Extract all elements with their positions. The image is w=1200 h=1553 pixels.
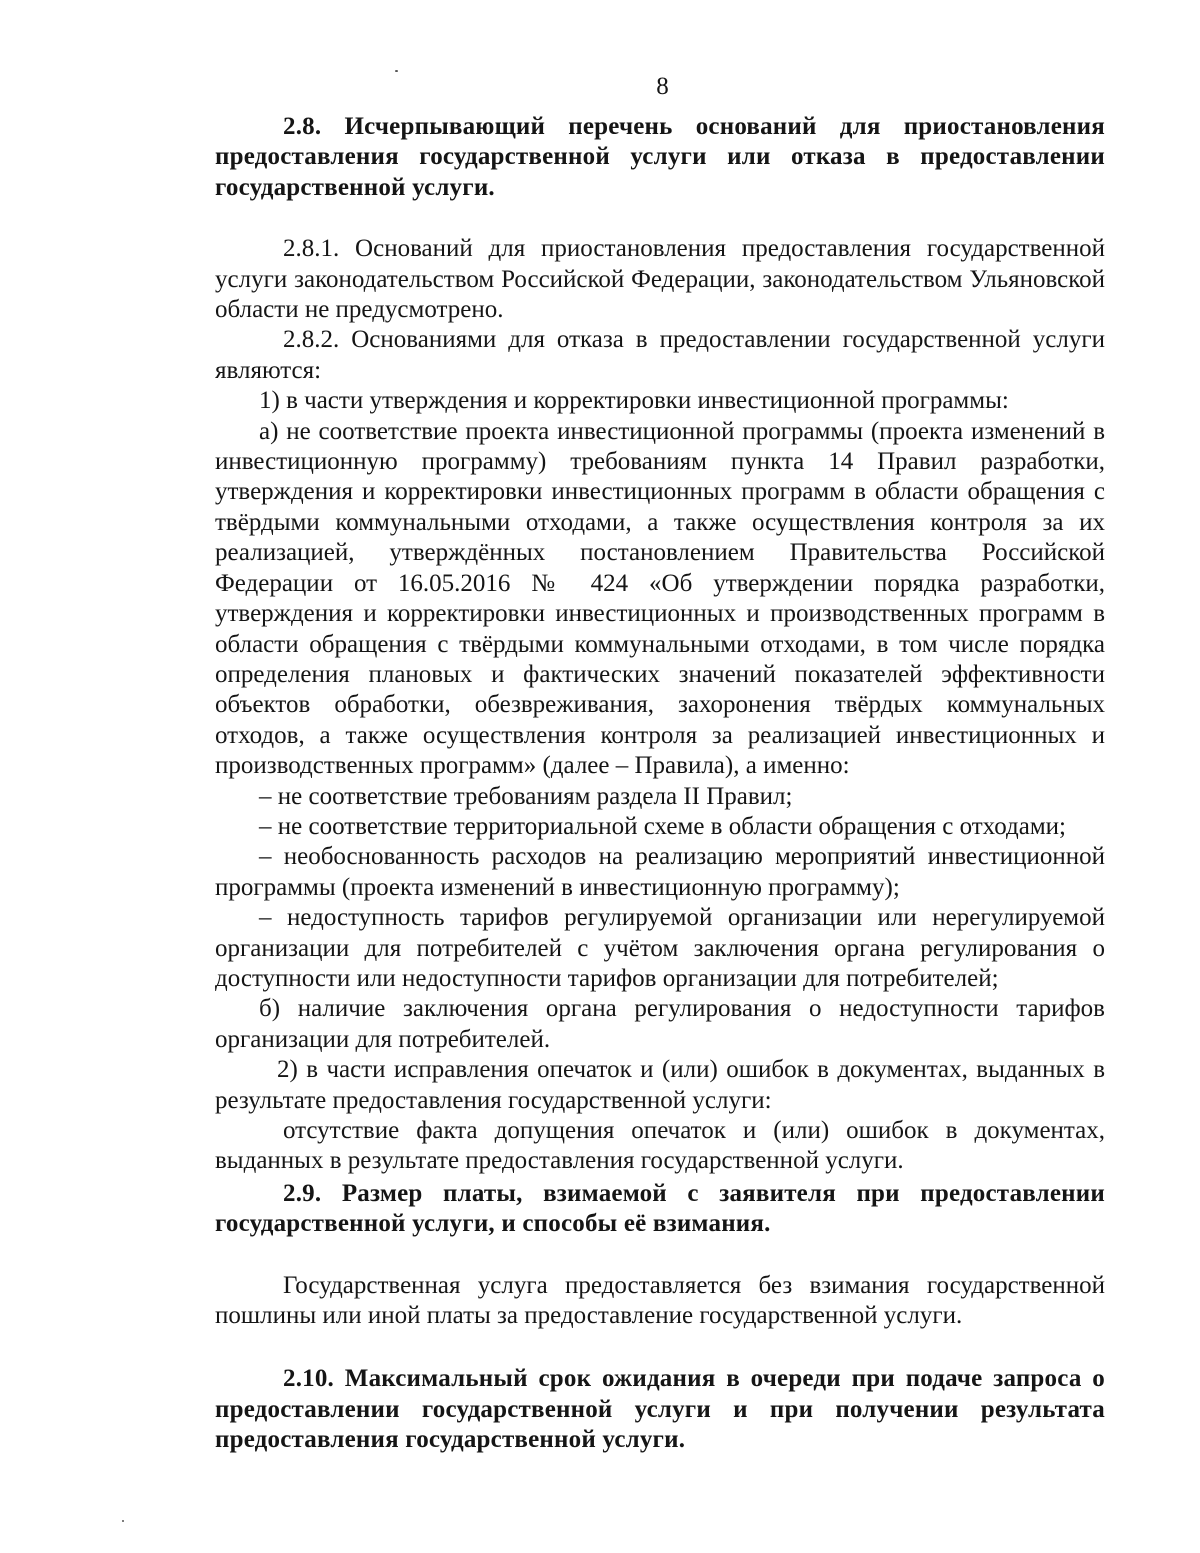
scan-speck [122, 1520, 124, 1522]
dash-item-3: – необоснованность расходов на реализацию мероприятий инвестиционной программы (проекта изменений в инвестиционную программу); [215, 843, 1105, 901]
dash-item-2: – не соответствие территориальной схеме в области обращения с отходами; [259, 812, 1066, 840]
paragraph-2-9: Государственная услуга предоставляется без взимания государственной пошлины или иной платы за предоставление государственной услуги. [215, 1271, 1105, 1330]
list-item-b: б) наличие заключения органа регулирования о недоступности тарифов организации для потребителей. [215, 995, 1105, 1053]
document-body [215, 112, 1105, 1456]
dash-item-1: – не соответствие требованиям раздела II Правил; [259, 782, 793, 810]
paragraph-2-8-2: 2.8.2. Основаниями для отказа в предоставлении государственной услуги являются: [215, 326, 1105, 384]
section-2-10-heading: 2.10. Максимальный срок ожидания в очереди при подаче запроса о предоставлении государственной услуги и при получении результата предоставления государственной услуги. [215, 1365, 1105, 1454]
list-item-2-text: отсутствие факта допущения опечаток и (или) ошибок в документах, выданных в результате предоставления государственной услуги. [215, 1117, 1105, 1175]
section-2-9-heading: 2.9. Размер платы, взимаемой с заявителя при предоставлении государственной услуги, и способы её взимания. [215, 1179, 1105, 1238]
list-item-1: 1) в части утверждения и корректировки инвестиционной программы: [259, 387, 1009, 415]
paragraph-2-8-1: 2.8.1. Оснований для приостановления предоставления государственной услуги законодательством Российской Федерации, законодательством Ульяновской области не предусмотрено. [215, 235, 1105, 324]
page-number: 8 [656, 73, 669, 100]
section-2-8-heading: 2.8. Исчерпывающий перечень оснований для приостановления предоставления государственной услуги или отказа в предоставлении государственной услуги. [215, 113, 1105, 201]
list-item-2: 2) в части исправления опечаток и (или) ошибок в документах, выданных в результате предоставления государственной услуги: [215, 1056, 1105, 1114]
dash-item-4: – недоступность тарифов регулируемой организации или нерегулируемой организации для потребителей с учётом заключения органа регулирования о доступности или недоступности тарифов организации для потребителей; [215, 904, 1105, 992]
list-item-a: а) не соответствие проекта инвестиционной программы (проекта изменений в инвестиционную программу) требованиям пункта 14 Правил разработки, утверждения и корректировки инвестиционных программ в области обращения с твёрдыми коммунальными отходами, а также осуществления контроля за их реализацией, утверждённых постановлением Правительства Российской Федерации от 16.05.2016 № 424 «Об утверждении порядка разработки, утверждения и корректировки инвестиционных и производственных программ в области обращения с твёрдыми коммунальными отходами, в том числе порядка определения плановых и фактических значений показателей эффективности объектов обработки, обезвреживания, захоронения твёрдых коммунальных отходов, а также осуществления контроля за реализацией инвестиционных и производственных программ» (далее – Правила), а именно: [215, 417, 1105, 780]
